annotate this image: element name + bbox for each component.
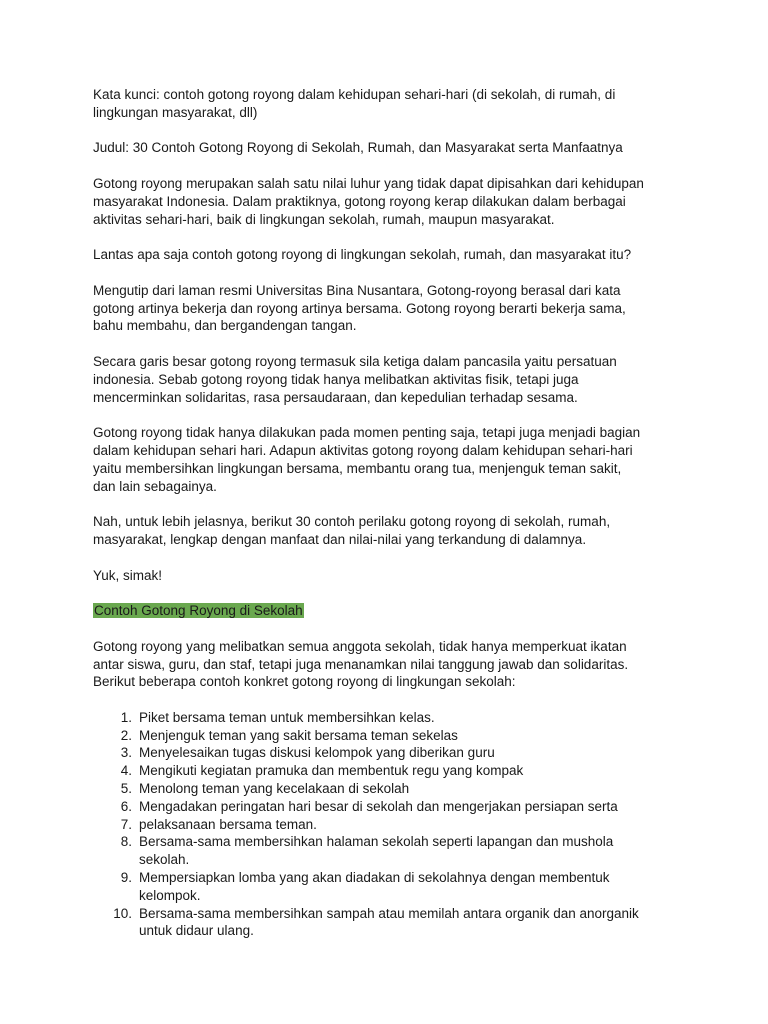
list-item-text	[139, 798, 683, 816]
list-item	[93, 798, 683, 816]
body-paragraph	[93, 246, 683, 264]
list-item	[93, 744, 683, 762]
body-paragraph	[93, 513, 683, 549]
text-line: pelaksanaan bersama teman.	[139, 816, 317, 832]
list-number: 5.	[120, 781, 132, 797]
list-item	[93, 762, 683, 780]
text-line: Gotong royong yang melibatkan semua anggota sekolah, tidak hanya memperkuat ikatan	[93, 638, 627, 654]
list-number: 8.	[120, 834, 132, 850]
list-item	[93, 780, 683, 798]
text-line: Mengutip dari laman resmi Universitas Bina Nusantara, Gotong-royong berasal dari kata	[93, 282, 621, 298]
text-line: Kata kunci: contoh gotong royong dalam kehidupan sehari-hari (di sekolah, di rumah, di	[93, 87, 616, 102]
text-line: Piket bersama teman untuk membersihkan kelas.	[139, 709, 435, 725]
list-item	[93, 727, 683, 745]
list-number: 1.	[120, 709, 132, 725]
list-number: 6.	[120, 798, 132, 814]
document-page	[93, 86, 683, 940]
numbered-list	[93, 709, 683, 940]
text-line: Yuk, simak!	[93, 567, 163, 583]
text-line: masyarakat Indonesia. Dalam praktiknya, gotong royong kerap dilakukan dalam berbagai	[93, 193, 626, 209]
list-number: 9.	[120, 870, 132, 886]
body-paragraph	[93, 353, 683, 406]
text-line: mencerminkan solidaritas, rasa persaudaraan, dan kepedulian terhadap sesama.	[93, 389, 578, 405]
text-line: yaitu membersihkan lingkungan bersama, membantu orang tua, menjenguk teman sakit,	[93, 460, 622, 476]
text-line: lingkungan masyarakat, dll)	[93, 104, 258, 120]
section-intro-paragraph	[93, 638, 683, 691]
text-line: dan lain sebagainya.	[93, 478, 217, 494]
text-line: gotong artinya bekerja dan royong artinya bersama. Gotong royong berarti bekerja sama,	[93, 300, 626, 316]
list-number: 4.	[120, 763, 132, 779]
list-item-text	[139, 816, 683, 834]
body-paragraph	[93, 282, 683, 335]
text-line: sekolah.	[139, 852, 190, 868]
document-title: Judul: 30 Contoh Gotong Royong di Sekolah, Rumah, dan Masyarakat serta Manfaatnya	[93, 140, 623, 156]
section-heading: Contoh Gotong Royong di Sekolah	[94, 603, 303, 619]
list-item	[93, 833, 683, 869]
text-line: kelompok.	[139, 887, 201, 903]
list-item-text	[139, 709, 683, 727]
text-line: masyarakat, lengkap dengan manfaat dan nilai-nilai yang terkandung di dalamnya.	[93, 531, 587, 547]
text-line: Mengikuti kegiatan pramuka dan membentuk regu yang kompak	[139, 763, 524, 779]
list-item	[93, 816, 683, 834]
body-paragraph	[93, 175, 683, 228]
text-line: untuk didaur ulang.	[139, 923, 254, 939]
text-line: dalam kehidupan sehari hari. Adapun aktivitas gotong royong dalam kehidupan sehari-hari	[93, 442, 633, 458]
text-line: Berikut beberapa contoh konkret gotong royong di lingkungan sekolah:	[93, 674, 516, 690]
list-item-text	[139, 744, 683, 762]
list-item-text	[139, 762, 683, 780]
text-line: Mempersiapkan lomba yang akan diadakan di sekolahnya dengan membentuk	[139, 870, 610, 886]
text-line: Gotong royong merupakan salah satu nilai luhur yang tidak dapat dipisahkan dari kehidupan	[93, 175, 644, 191]
body-paragraph	[93, 567, 683, 585]
list-item-text	[139, 869, 683, 905]
text-line: Bersama-sama membersihkan halaman sekolah seperti lapangan dan mushola	[139, 834, 614, 850]
list-number: 7.	[120, 816, 132, 832]
list-item	[93, 709, 683, 727]
section-heading-paragraph	[93, 602, 683, 620]
list-number: 3.	[120, 745, 132, 761]
list-number: 10.	[113, 905, 132, 921]
text-line: Secara garis besar gotong royong termasuk sila ketiga dalam pancasila yaitu persatuan	[93, 353, 617, 369]
text-line: Gotong royong tidak hanya dilakukan pada momen penting saja, tetapi juga menjadi bagian	[93, 425, 641, 441]
text-line: bahu membahu, dan bergandengan tangan.	[93, 318, 357, 334]
list-item-text	[139, 905, 683, 941]
list-item-text	[139, 727, 683, 745]
text-line: aktivitas sehari-hari, baik di lingkungan sekolah, rumah, maupun masyarakat.	[93, 211, 555, 227]
text-line: Nah, untuk lebih jelasnya, berikut 30 contoh perilaku gotong royong di sekolah, rumah,	[93, 514, 611, 530]
list-number: 2.	[120, 727, 132, 743]
title-paragraph	[93, 139, 683, 157]
list-item-text	[139, 833, 683, 869]
text-line: Lantas apa saja contoh gotong royong di lingkungan sekolah, rumah, dan masyarakat itu?	[93, 247, 632, 263]
text-line: antar siswa, guru, dan staf, tetapi juga menanamkan nilai tanggung jawab dan solidaritas.	[93, 656, 629, 672]
text-line: Menolong teman yang kecelakaan di sekolah	[139, 781, 410, 797]
keywords-paragraph	[93, 86, 683, 122]
text-line: Menyelesaikan tugas diskusi kelompok yang diberikan guru	[139, 745, 495, 761]
list-item	[93, 905, 683, 941]
text-line: indonesia. Sebab gotong royong tidak hanya melibatkan aktivitas fisik, tetapi juga	[93, 371, 579, 387]
text-line: Mengadakan peringatan hari besar di sekolah dan mengerjakan persiapan serta	[139, 798, 618, 814]
text-line: Menjenguk teman yang sakit bersama teman sekelas	[139, 727, 458, 743]
list-item-text	[139, 780, 683, 798]
text-line: Bersama-sama membersihkan sampah atau memilah antara organik dan anorganik	[139, 905, 639, 921]
list-item	[93, 869, 683, 905]
body-paragraph	[93, 424, 683, 495]
